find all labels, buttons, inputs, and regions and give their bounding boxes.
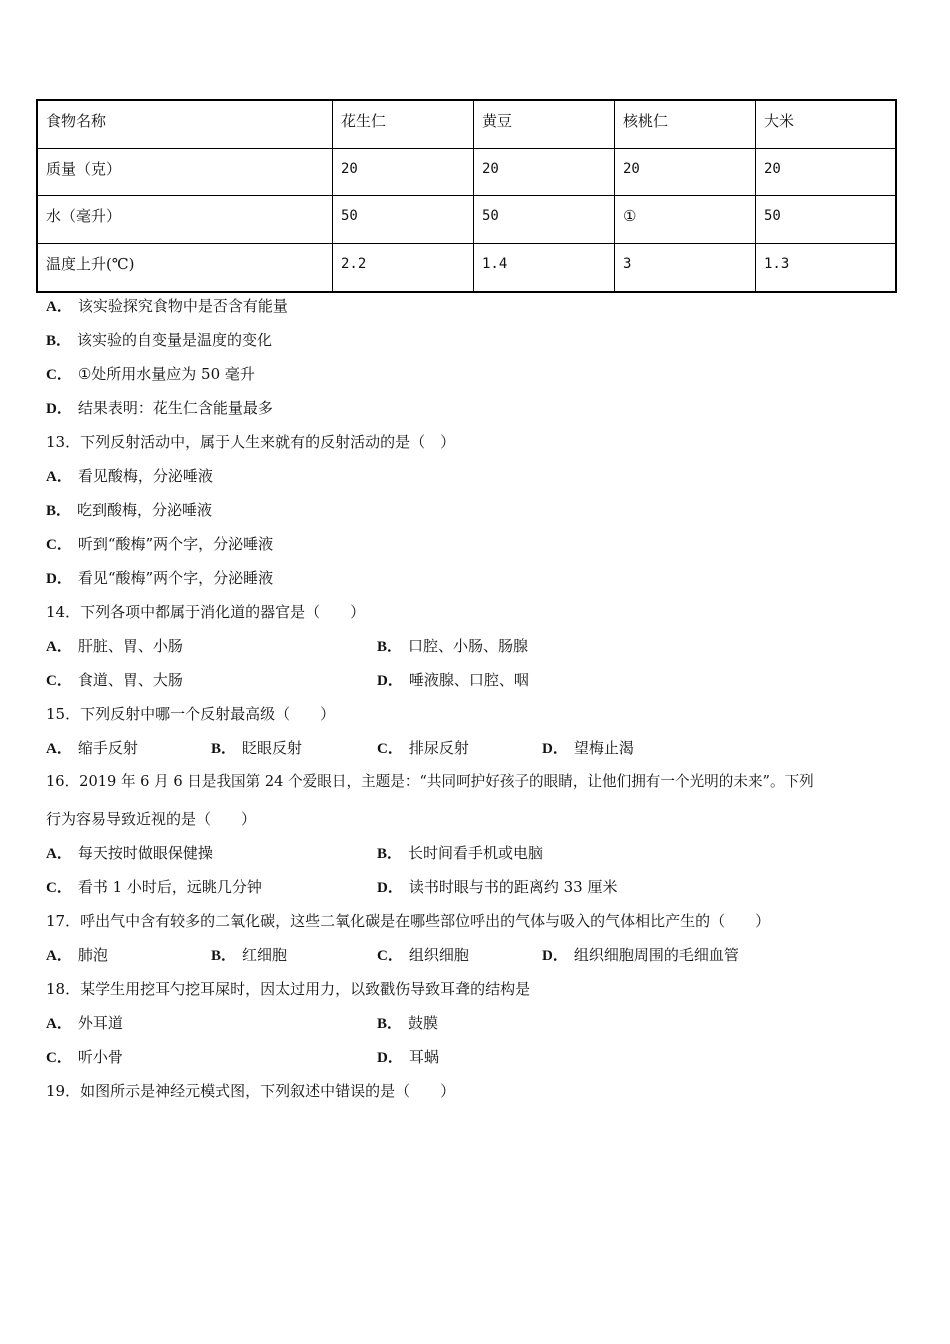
table-cell: 50 bbox=[333, 196, 474, 244]
table-cell: 50 bbox=[756, 196, 895, 244]
table-cell: 20 bbox=[615, 149, 756, 197]
q12-option-d: D． 结果表明：花生仁含能量最多 bbox=[46, 399, 273, 417]
q12-option-a: A． 该实验探究食物中是否含有能量 bbox=[46, 297, 288, 315]
table-cell: 2.2 bbox=[333, 244, 474, 292]
q15-stem: 15．下列反射中哪一个反射最高级（ ） bbox=[46, 705, 336, 723]
q17-option-b: B． 红细胞 bbox=[211, 946, 288, 964]
q18-option-c: C． 听小骨 bbox=[46, 1048, 123, 1066]
q15-option-c: C． 排尿反射 bbox=[377, 739, 469, 757]
table-header-cell: 大米 bbox=[756, 101, 895, 149]
q15-option-a: A． 缩手反射 bbox=[46, 739, 138, 757]
q18-option-a: A． 外耳道 bbox=[46, 1014, 123, 1032]
q17-option-d: D． 组织细胞周围的毛细血管 bbox=[542, 946, 739, 964]
q14-option-b: B． 口腔、小肠、肠腺 bbox=[377, 637, 529, 655]
q12-option-c: C． ①处所用水量应为 50 毫升 bbox=[46, 365, 255, 383]
q15-option-b: B． 眨眼反射 bbox=[211, 739, 303, 757]
table-cell: 水（毫升） bbox=[38, 196, 333, 244]
table-cell: 质量（克） bbox=[38, 149, 333, 197]
table-cell: 1.4 bbox=[474, 244, 615, 292]
q13-option-d: D． 看见“酸梅”两个字，分泌睡液 bbox=[46, 569, 274, 587]
q18-option-b: B． 鼓膜 bbox=[377, 1014, 439, 1032]
q14-stem: 14．下列各项中都属于消化道的器官是（ ） bbox=[46, 603, 366, 621]
q14-option-d: D． 唾液腺、口腔、咽 bbox=[377, 671, 529, 689]
q18-option-d: D． 耳蜗 bbox=[377, 1048, 439, 1066]
q16-option-c: C． 看书 1 小时后，远眺几分钟 bbox=[46, 878, 262, 896]
q17-option-c: C． 组织细胞 bbox=[377, 946, 469, 964]
table-cell: 20 bbox=[474, 149, 615, 197]
q16-stem-line1: 16．2019 年 6 月 6 日是我国第 24 个爱眼日，主题是：“共同呵护好孩子的眼睛，让他们拥有一个光明的未来”。下列 bbox=[46, 773, 814, 790]
q19-stem: 19．如图所示是神经元模式图，下列叙述中错误的是（ ） bbox=[46, 1082, 456, 1100]
table-cell: 50 bbox=[474, 196, 615, 244]
q16-option-d: D． 读书时眼与书的距离约 33 厘米 bbox=[377, 878, 618, 896]
table-cell: 20 bbox=[333, 149, 474, 197]
table-header-cell: 核桃仁 bbox=[615, 101, 756, 149]
q18-stem: 18．某学生用挖耳勺挖耳屎时，因太过用力，以致戳伤导致耳聋的结构是 bbox=[46, 980, 531, 998]
table-cell: 1.3 bbox=[764, 255, 790, 272]
table-cell: 温度上升(℃) bbox=[38, 244, 333, 292]
q13-option-b: B． 吃到酸梅，分泌唾液 bbox=[46, 501, 213, 519]
q14-option-c: C． 食道、胃、大肠 bbox=[46, 671, 183, 689]
q16-option-a: A． 每天按时做眼保健操 bbox=[46, 844, 213, 862]
table-header-cell: 花生仁 bbox=[333, 101, 474, 149]
q13-stem: 13．下列反射活动中，属于人生来就有的反射活动的是（ ） bbox=[46, 433, 456, 451]
q13-option-a: A． 看见酸梅，分泌唾液 bbox=[46, 467, 213, 485]
table-header-cell: 黄豆 bbox=[474, 101, 615, 149]
q14-option-a: A． 肝脏、胃、小肠 bbox=[46, 637, 183, 655]
table-cell: 3 bbox=[615, 244, 756, 292]
q16-stem-line2: 行为容易导致近视的是（ ） bbox=[46, 810, 257, 828]
table-cell: ① bbox=[615, 196, 756, 244]
q17-stem: 17．呼出气中含有较多的二氧化碳，这些二氧化碳是在哪些部位呼出的气体与吸入的气体相比产生的（ ） bbox=[46, 912, 771, 930]
q12-option-b: B． 该实验的自变量是温度的变化 bbox=[46, 331, 273, 349]
q16-option-b: B． 长时间看手机或电脑 bbox=[377, 844, 544, 862]
table-header-cell: 食物名称 bbox=[38, 101, 333, 149]
q15-option-d: D． 望梅止渴 bbox=[542, 739, 634, 757]
q13-option-c: C． 听到“酸梅”两个字，分泌唾液 bbox=[46, 535, 274, 553]
table-cell: 20 bbox=[756, 149, 895, 197]
data-table bbox=[36, 99, 897, 293]
q17-option-a: A． 肺泡 bbox=[46, 946, 108, 964]
